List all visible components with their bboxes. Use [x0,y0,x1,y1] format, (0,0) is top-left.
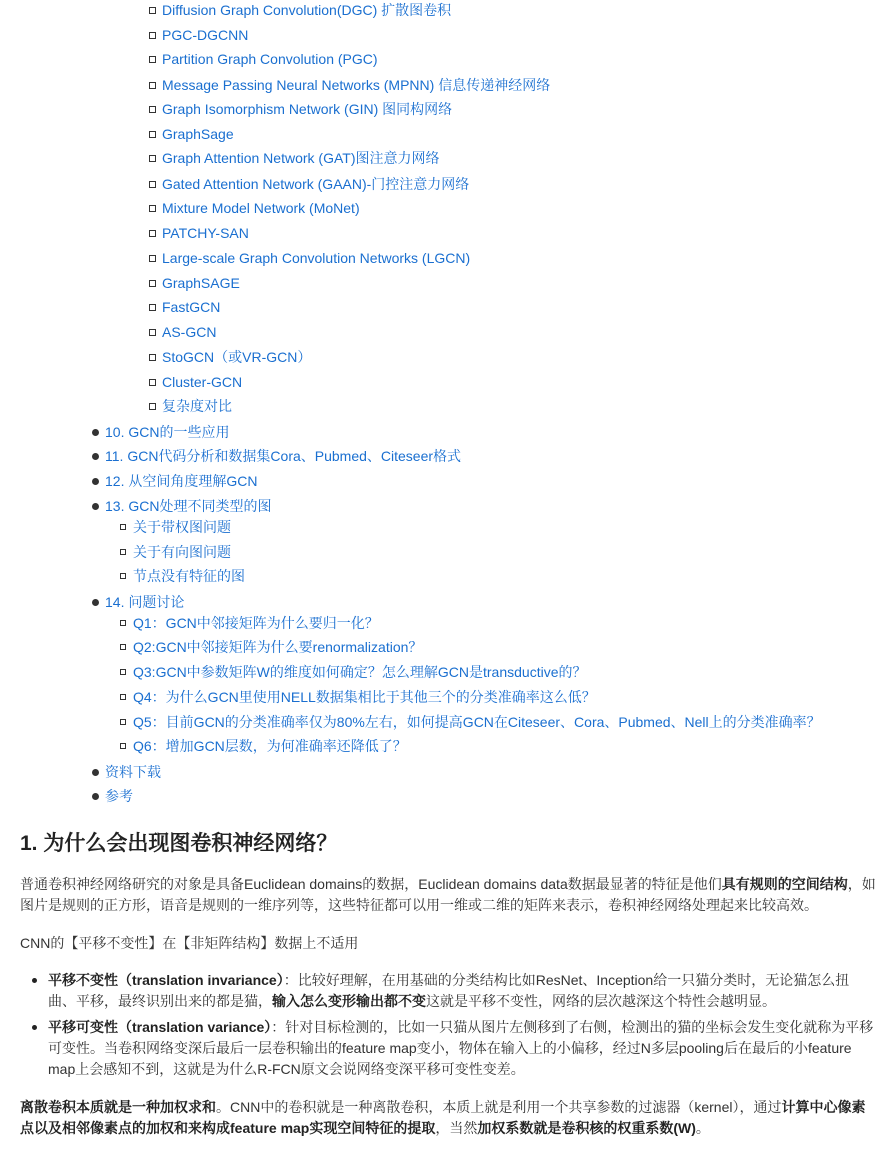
toc-item-references[interactable]: 参考 [105,788,133,804]
toc-subitem[interactable]: 关于有向图问题 [133,544,231,560]
toc-subitem[interactable]: Q3:GCN中参数矩阵W的维度如何确定？怎么理解GCN是transductive的？ [133,664,587,680]
toc-subitem[interactable]: 节点没有特征的图 [133,568,245,584]
toc-link[interactable]: Gated Attention Network (GAAN)-门控注意力网络 [162,176,470,192]
toc-link[interactable]: PGC-DGCNN [162,27,249,43]
toc-subitem[interactable]: Q6：增加GCN层数，为何准确率还降低了？ [133,738,407,754]
toc-link[interactable]: Diffusion Graph Convolution(DGC) 扩散图卷积 [162,2,452,18]
toc-link[interactable]: AS-GCN [162,324,217,340]
toc-link[interactable]: Partition Graph Convolution (PGC) [162,51,378,67]
toc-item-10[interactable]: 10. GCN的一些应用 [105,424,230,440]
bullet-translation-variance: 平移可变性（translation variance）：针对目标检测的，比如一只猫从图片左侧移到了右侧，检测出的猫的坐标会发生变化就称为平移可变性。当卷积网络变深后最后一层卷积输出的feature map变小，物体在输入上的小偏移，经过N多层pooling后在最后的小feature map上会感知不到，这就是为什么R-FCN原文会说网络变深平移可变性变差。 [48,1017,876,1080]
toc-link[interactable]: Message Passing Neural Networks (MPNN) 信息传递神经网络 [162,77,551,93]
toc-link[interactable]: Large-scale Graph Convolution Networks (LGCN) [162,250,471,266]
toc-subitem[interactable]: Q1：GCN中邻接矩阵为什么要归一化？ [133,615,379,631]
paragraph-cnn-translation: CNN的【平移不变性】在【非矩阵结构】数据上不适用 [20,935,359,951]
toc-link[interactable]: PATCHY-SAN [162,225,249,241]
toc-item-downloads[interactable]: 资料下载 [105,764,161,780]
toc-subitem[interactable]: 关于带权图问题 [133,519,231,535]
toc-link[interactable]: GraphSAGE [162,275,240,291]
toc-item-14[interactable]: 14. 问题讨论 [105,594,185,610]
toc-link[interactable]: Graph Attention Network (GAT)图注意力网络 [162,150,440,166]
toc-subitem[interactable]: Q2:GCN中邻接矩阵为什么要renormalization？ [133,639,423,655]
toc-item-12[interactable]: 12. 从空间角度理解GCN [105,473,258,489]
bullet-translation-invariance: 平移不变性（translation invariance）：比较好理解，在用基础的分类结构比如ResNet、Inception给一只猫分类时，无论猫怎么扭曲、平移，最终识别出来的都是猫，输入怎么变形输出都不变这就是平移不变性，网络的层次越深这个特性会越明显。 [48,970,876,1012]
toc-link[interactable]: Mixture Model Network (MoNet) [162,200,360,216]
toc-item-13[interactable]: 13. GCN处理不同类型的图 [105,498,272,514]
toc-subitem[interactable]: Q4：为什么GCN里使用NELL数据集相比于其他三个的分类准确率这么低？ [133,689,596,705]
toc-item-11[interactable]: 11. GCN代码分析和数据集Cora、Pubmed、Citeseer格式 [105,448,462,464]
toc-link[interactable]: StoGCN（或VR-GCN） [162,349,312,365]
toc-link[interactable]: Cluster-GCN [162,374,243,390]
toc-link[interactable]: FastGCN [162,299,221,315]
toc-link[interactable]: GraphSage [162,126,234,142]
toc-link[interactable]: Graph Isomorphism Network (GIN) 图同构网络 [162,101,453,117]
section-heading: 1. 为什么会出现图卷积神经网络？ [20,832,338,855]
toc-subitem[interactable]: Q5：目前GCN的分类准确率仅为80%左右，如何提高GCN在Citeseer、Cora、Pubmed、Nell上的分类准确率？ [133,714,821,730]
paragraph-euclidean: 普通卷积神经网络研究的对象是具备Euclidean domains的数据，Euclidean domains data数据最显著的特征是他们具有规则的空间结构，如图片是规则的正方形，语音是规则的一维序列等，这些特征都可以用一维或二维的矩阵来表示，卷积神经网络处理起来比较高效。 [20,876,876,913]
toc-link[interactable]: 复杂度对比 [162,398,232,414]
paragraph-discrete-convolution: 离散卷积本质就是一种加权求和。CNN中的卷积就是一种离散卷积，本质上就是利用一个共享参数的过滤器（kernel），通过计算中心像素点以及相邻像素点的加权和来构成feature map实现空间特征的提取，当然加权系数就是卷积核的权重系数(W)。 [20,1099,866,1136]
